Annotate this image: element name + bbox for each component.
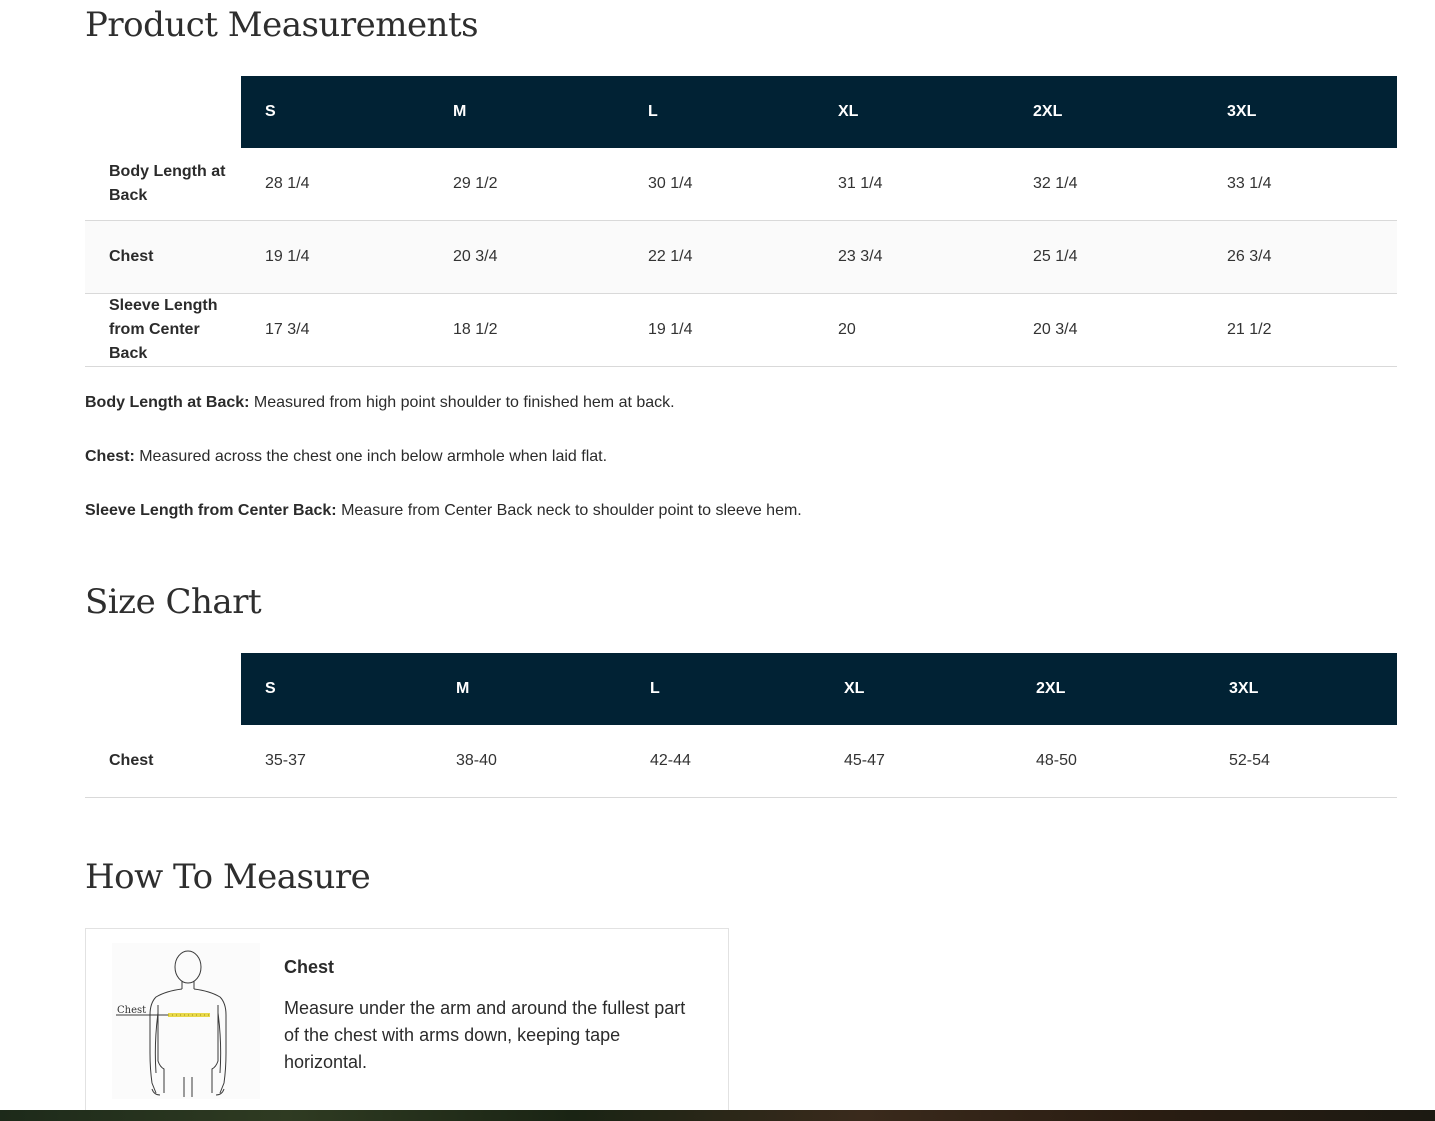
product-measurements-title: Product Measurements — [85, 5, 479, 45]
size-chart-table — [85, 653, 1397, 798]
note-body-length — [85, 392, 802, 414]
table-corner-cell — [85, 76, 241, 148]
product-measurements-table — [85, 76, 1397, 367]
table-cell: 32 1/4 — [1009, 148, 1203, 221]
table-cell: 23 3/4 — [814, 221, 1009, 294]
table-cell: 20 3/4 — [429, 221, 624, 294]
table-cell: 42-44 — [626, 725, 820, 798]
size-header-s: S — [241, 76, 429, 148]
table-cell: 21 1/2 — [1203, 294, 1397, 367]
size-header-2xl: 2XL — [1012, 653, 1205, 725]
table-cell: 28 1/4 — [241, 148, 429, 221]
note-text: Measured from high point shoulder to finished hem at back. — [249, 394, 675, 411]
note-sleeve-length — [85, 500, 802, 522]
row-label-sleeve-length: Sleeve Length from Center Back — [85, 294, 241, 367]
size-chart-title: Size Chart — [85, 582, 262, 622]
size-header-3xl: 3XL — [1205, 653, 1397, 725]
table-cell: 18 1/2 — [429, 294, 624, 367]
table-cell: 48-50 — [1012, 725, 1205, 798]
table-cell: 19 1/4 — [241, 221, 429, 294]
note-chest — [85, 446, 802, 468]
size-header-xl: XL — [820, 653, 1012, 725]
table-row — [85, 221, 1397, 294]
size-header-s: S — [241, 653, 432, 725]
measure-card-chest — [85, 928, 729, 1120]
measure-card-heading: Chest — [284, 957, 335, 977]
how-to-measure-title: How To Measure — [85, 857, 371, 897]
table-corner-cell — [85, 653, 241, 725]
table-cell: 20 3/4 — [1009, 294, 1203, 367]
table-header-row — [85, 653, 1397, 725]
table-cell: 33 1/4 — [1203, 148, 1397, 221]
note-term: Chest: — [85, 448, 135, 465]
figure-label: Chest — [117, 1005, 147, 1016]
table-cell: 25 1/4 — [1009, 221, 1203, 294]
size-header-m: M — [429, 76, 624, 148]
row-label-chest: Chest — [85, 725, 241, 798]
footer-image-strip — [0, 1110, 1435, 1121]
table-cell: 30 1/4 — [624, 148, 814, 221]
size-header-2xl: 2XL — [1009, 76, 1203, 148]
table-row — [85, 294, 1397, 367]
note-term: Sleeve Length from Center Back: — [85, 502, 337, 519]
table-cell: 20 — [814, 294, 1009, 367]
size-header-l: L — [626, 653, 820, 725]
note-text: Measure from Center Back neck to shoulder point to sleeve hem. — [336, 502, 802, 519]
size-header-3xl: 3XL — [1203, 76, 1397, 148]
row-label-body-length: Body Length at Back — [85, 148, 241, 221]
table-cell: 26 3/4 — [1203, 221, 1397, 294]
row-label-chest: Chest — [85, 221, 241, 294]
table-cell: 19 1/4 — [624, 294, 814, 367]
table-cell: 17 3/4 — [241, 294, 429, 367]
size-header-xl: XL — [814, 76, 1009, 148]
measurement-notes — [85, 392, 802, 554]
note-term: Body Length at Back: — [85, 394, 250, 411]
table-cell: 45-47 — [820, 725, 1012, 798]
table-cell: 52-54 — [1205, 725, 1397, 798]
measure-card-description: Measure under the arm and around the fullest part of the chest with arms down, keeping tape horizontal. — [284, 998, 686, 1072]
size-header-m: M — [432, 653, 626, 725]
table-row — [85, 148, 1397, 221]
table-cell: 38-40 — [432, 725, 626, 798]
size-header-l: L — [624, 76, 814, 148]
note-text: Measured across the chest one inch below armhole when laid flat. — [134, 448, 608, 465]
table-cell: 22 1/4 — [624, 221, 814, 294]
body-chest-diagram-icon — [112, 943, 260, 1099]
body-chest-diagram-svg — [112, 943, 260, 1099]
table-row — [85, 725, 1397, 798]
table-cell: 35-37 — [241, 725, 432, 798]
table-cell: 29 1/2 — [429, 148, 624, 221]
table-header-row — [85, 76, 1397, 148]
table-cell: 31 1/4 — [814, 148, 1009, 221]
